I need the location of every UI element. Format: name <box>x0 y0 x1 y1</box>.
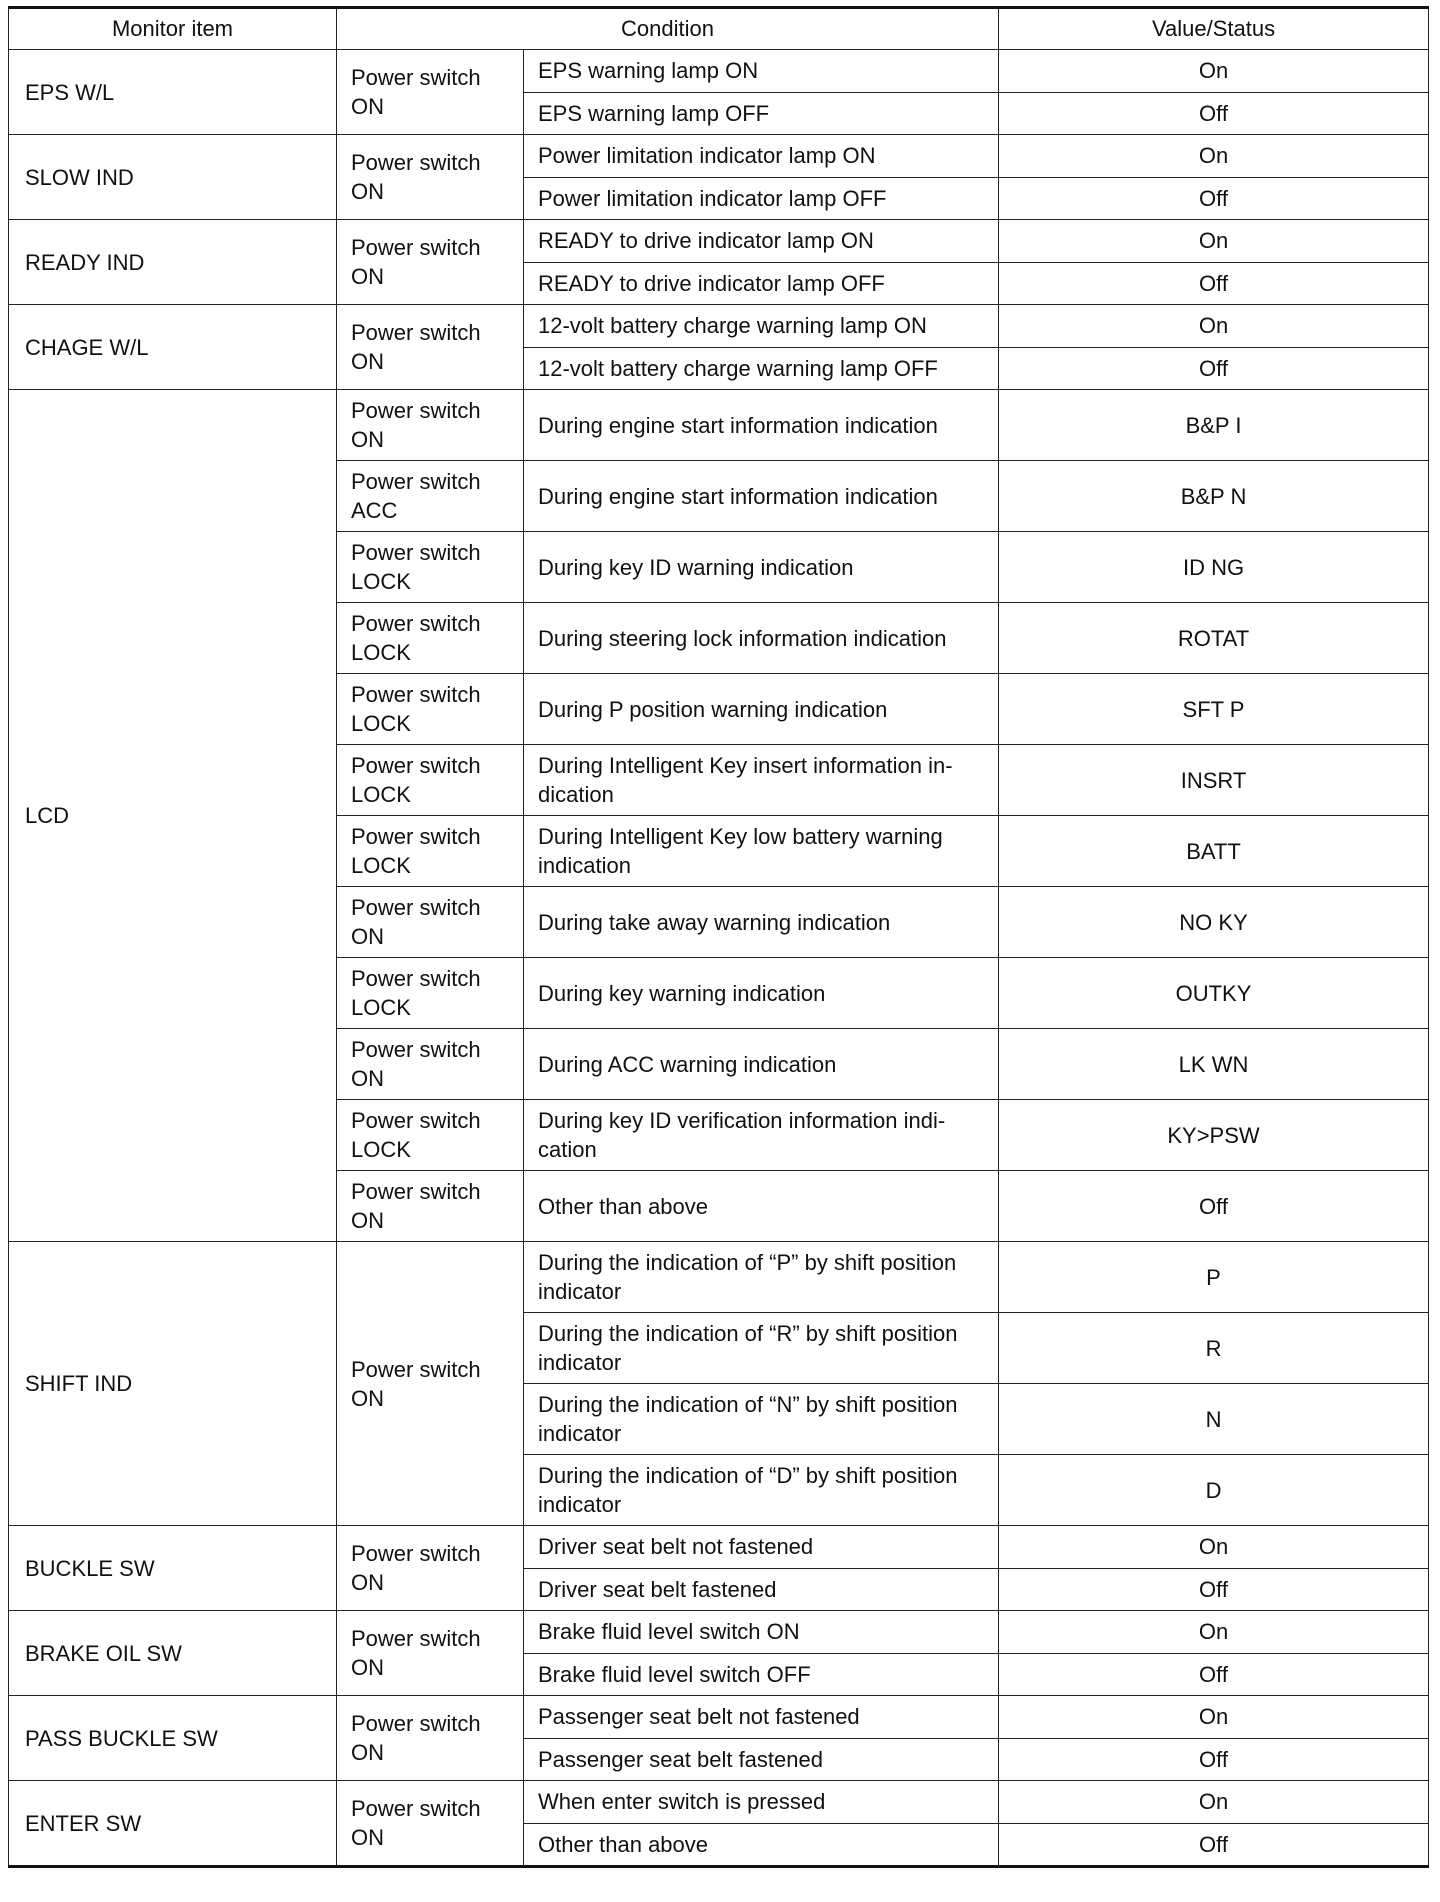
power-switch-cell: Power switch ON <box>337 1611 524 1696</box>
monitor-item-cell: PASS BUCKLE SW <box>9 1696 337 1781</box>
condition-cell: Driver seat belt fastened <box>524 1568 999 1611</box>
table-row <box>9 1242 1429 1313</box>
condition-cell: EPS warning lamp OFF <box>524 92 999 135</box>
value-status-cell: OUTKY <box>999 958 1429 1029</box>
condition-cell: Other than above <box>524 1823 999 1867</box>
condition-cell: 12-volt battery charge warning lamp ON <box>524 305 999 348</box>
condition-cell: During the indication of “R” by shift position indicator <box>524 1313 999 1384</box>
condition-cell: During key ID warning indication <box>524 532 999 603</box>
power-switch-cell: Power switch ON <box>337 1171 524 1242</box>
value-status-cell: KY>PSW <box>999 1100 1429 1171</box>
condition-cell: Other than above <box>524 1171 999 1242</box>
condition-cell: During the indication of “P” by shift position indicator <box>524 1242 999 1313</box>
value-status-cell: Off <box>999 177 1429 220</box>
value-status-cell: ROTAT <box>999 603 1429 674</box>
condition-cell: During ACC warning indication <box>524 1029 999 1100</box>
monitor-item-cell: SHIFT IND <box>9 1242 337 1526</box>
monitor-item-cell: BUCKLE SW <box>9 1526 337 1611</box>
power-switch-cell: Power switch ON <box>337 1029 524 1100</box>
value-status-cell: N <box>999 1384 1429 1455</box>
power-switch-cell: Power switch ON <box>337 887 524 958</box>
value-status-cell: On <box>999 220 1429 263</box>
power-switch-cell: Power switch ON <box>337 1781 524 1867</box>
condition-cell: READY to drive indicator lamp OFF <box>524 262 999 305</box>
power-switch-cell: Power switch LOCK <box>337 674 524 745</box>
condition-cell: Brake fluid level switch OFF <box>524 1653 999 1696</box>
condition-cell: During Intelligent Key insert information in-dication <box>524 745 999 816</box>
table-row <box>9 220 1429 263</box>
power-switch-cell: Power switch ON <box>337 1526 524 1611</box>
value-status-cell: Off <box>999 347 1429 390</box>
condition-cell: During the indication of “N” by shift position indicator <box>524 1384 999 1455</box>
value-status-cell: B&P N <box>999 461 1429 532</box>
condition-cell: Power limitation indicator lamp ON <box>524 135 999 178</box>
monitor-item-cell: LCD <box>9 390 337 1242</box>
table-row <box>9 390 1429 461</box>
table-row <box>9 1611 1429 1654</box>
condition-cell: During take away warning indication <box>524 887 999 958</box>
value-status-cell: Off <box>999 1653 1429 1696</box>
condition-cell: Passenger seat belt fastened <box>524 1738 999 1781</box>
condition-cell: During key ID verification information indi-cation <box>524 1100 999 1171</box>
table-row <box>9 135 1429 178</box>
value-status-cell: INSRT <box>999 745 1429 816</box>
power-switch-cell: Power switch ON <box>337 1696 524 1781</box>
condition-cell: Passenger seat belt not fastened <box>524 1696 999 1739</box>
condition-cell: During P position warning indication <box>524 674 999 745</box>
value-status-cell: SFT P <box>999 674 1429 745</box>
value-status-cell: On <box>999 1696 1429 1739</box>
condition-cell: Brake fluid level switch ON <box>524 1611 999 1654</box>
monitor-item-cell: EPS W/L <box>9 50 337 135</box>
value-status-cell: Off <box>999 92 1429 135</box>
power-switch-cell: Power switch ON <box>337 50 524 135</box>
value-status-cell: On <box>999 1611 1429 1654</box>
value-status-cell: BATT <box>999 816 1429 887</box>
value-status-cell: On <box>999 305 1429 348</box>
value-status-cell: Off <box>999 1171 1429 1242</box>
power-switch-cell: Power switch LOCK <box>337 745 524 816</box>
value-status-cell: Off <box>999 1823 1429 1867</box>
value-status-cell: NO KY <box>999 887 1429 958</box>
monitor-table-container <box>8 6 1428 1868</box>
monitor-item-table <box>8 6 1429 1868</box>
condition-cell: During key warning indication <box>524 958 999 1029</box>
condition-cell: During Intelligent Key low battery warning indication <box>524 816 999 887</box>
value-status-cell: On <box>999 50 1429 93</box>
condition-cell: During engine start information indication <box>524 461 999 532</box>
monitor-item-cell: CHAGE W/L <box>9 305 337 390</box>
table-row <box>9 1781 1429 1824</box>
power-switch-cell: Power switch ON <box>337 220 524 305</box>
monitor-item-cell: BRAKE OIL SW <box>9 1611 337 1696</box>
power-switch-cell: Power switch LOCK <box>337 816 524 887</box>
condition-cell: When enter switch is pressed <box>524 1781 999 1824</box>
header-value-status: Value/Status <box>999 8 1429 50</box>
table-row <box>9 305 1429 348</box>
condition-cell: EPS warning lamp ON <box>524 50 999 93</box>
header-monitor-item: Monitor item <box>9 8 337 50</box>
power-switch-cell: Power switch ON <box>337 390 524 461</box>
value-status-cell: R <box>999 1313 1429 1384</box>
condition-cell: READY to drive indicator lamp ON <box>524 220 999 263</box>
header-condition: Condition <box>337 8 999 50</box>
table-row <box>9 50 1429 93</box>
monitor-item-cell: ENTER SW <box>9 1781 337 1867</box>
condition-cell: Power limitation indicator lamp OFF <box>524 177 999 220</box>
power-switch-cell: Power switch ON <box>337 1242 524 1526</box>
monitor-item-cell: READY IND <box>9 220 337 305</box>
condition-cell: During the indication of “D” by shift position indicator <box>524 1455 999 1526</box>
value-status-cell: ID NG <box>999 532 1429 603</box>
power-switch-cell: Power switch ON <box>337 135 524 220</box>
power-switch-cell: Power switch LOCK <box>337 1100 524 1171</box>
value-status-cell: Off <box>999 1738 1429 1781</box>
table-body <box>9 50 1429 1867</box>
value-status-cell: Off <box>999 262 1429 305</box>
value-status-cell: LK WN <box>999 1029 1429 1100</box>
table-row <box>9 1526 1429 1569</box>
table-header-row <box>9 8 1429 50</box>
value-status-cell: On <box>999 135 1429 178</box>
condition-cell: During engine start information indication <box>524 390 999 461</box>
power-switch-cell: Power switch LOCK <box>337 532 524 603</box>
power-switch-cell: Power switch ACC <box>337 461 524 532</box>
power-switch-cell: Power switch ON <box>337 305 524 390</box>
value-status-cell: On <box>999 1781 1429 1824</box>
value-status-cell: B&P I <box>999 390 1429 461</box>
monitor-item-cell: SLOW IND <box>9 135 337 220</box>
value-status-cell: D <box>999 1455 1429 1526</box>
table-row <box>9 1696 1429 1739</box>
value-status-cell: Off <box>999 1568 1429 1611</box>
condition-cell: During steering lock information indication <box>524 603 999 674</box>
value-status-cell: On <box>999 1526 1429 1569</box>
value-status-cell: P <box>999 1242 1429 1313</box>
power-switch-cell: Power switch LOCK <box>337 603 524 674</box>
power-switch-cell: Power switch LOCK <box>337 958 524 1029</box>
condition-cell: 12-volt battery charge warning lamp OFF <box>524 347 999 390</box>
condition-cell: Driver seat belt not fastened <box>524 1526 999 1569</box>
